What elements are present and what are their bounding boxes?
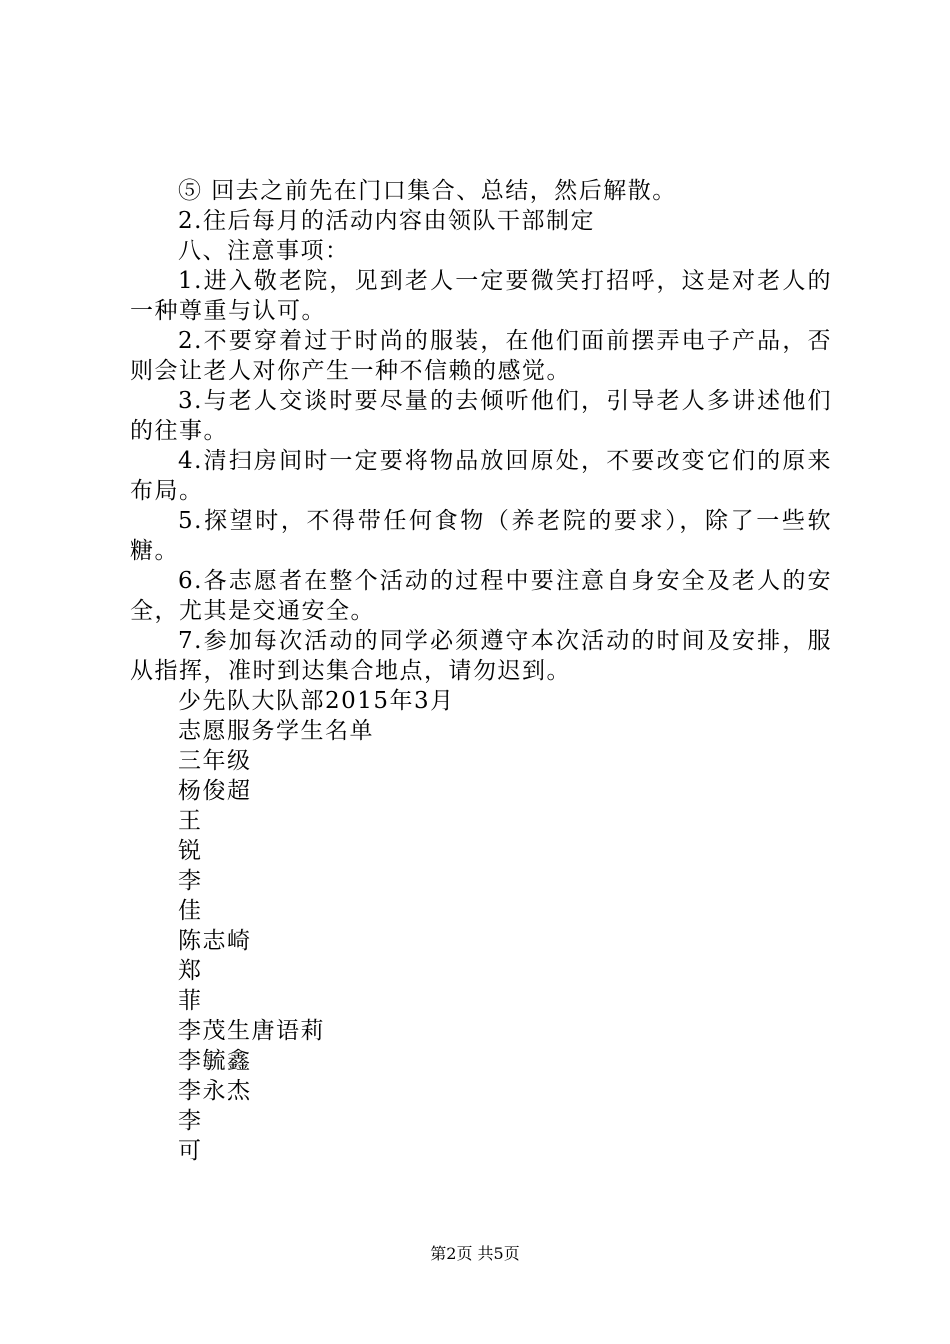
volunteer-list-title: 志愿服务学生名单 [178, 718, 374, 744]
student-name: 李茂生唐语莉 [178, 1018, 325, 1044]
paragraph-monthly-plan: 2.往后每月的活动内容由领队干部制定 [178, 208, 595, 234]
note-item-4: 4.清扫房间时一定要将物品放回原处，不要改变它们的原来布局。 [130, 448, 832, 504]
page-footer [0, 1243, 950, 1265]
note-item-2: 2.不要穿着过于时尚的服装，在他们面前摆弄电子产品，否则会让老人对你产生一种不信赖的感觉。 [130, 328, 832, 384]
note-item-5: 5.探望时，不得带任何食物（养老院的要求），除了一些软糖。 [130, 508, 832, 564]
student-name: 佳 [178, 898, 203, 924]
student-name: 杨俊超 [178, 778, 252, 804]
student-name: 郑 [178, 958, 203, 984]
document-body [130, 176, 832, 1166]
note-item-7: 7.参加每次活动的同学必须遵守本次活动的时间及安排，服从指挥，准时到达集合地点，请勿迟到。 [130, 628, 832, 684]
grade-label: 三年级 [178, 748, 252, 774]
section-heading-notes: 八、注意事项： [178, 238, 350, 264]
note-item-3: 3.与老人交谈时要尽量的去倾听他们，引导老人多讲述他们的往事。 [130, 388, 832, 444]
page-number-label: 第2页 共5页 [430, 1244, 520, 1263]
student-name: 陈志崎 [178, 928, 252, 954]
student-name: 李 [178, 868, 203, 894]
student-name: 李毓鑫 [178, 1048, 252, 1074]
student-name: 可 [178, 1138, 203, 1164]
note-item-1: 1.进入敬老院，见到老人一定要微笑打招呼，这是对老人的一种尊重与认可。 [130, 268, 832, 324]
student-name: 锐 [178, 838, 203, 864]
note-item-6: 6.各志愿者在整个活动的过程中要注意自身安全及老人的安全，尤其是交通安全。 [130, 568, 832, 624]
signature-line: 少先队大队部2015年3月 [178, 688, 455, 714]
student-name: 菲 [178, 988, 203, 1014]
student-name: 王 [178, 808, 203, 834]
student-name: 李 [178, 1108, 203, 1134]
paragraph-step-5: ⑤ 回去之前先在门口集合、总结，然后解散。 [178, 178, 677, 204]
student-name: 李永杰 [178, 1078, 252, 1104]
